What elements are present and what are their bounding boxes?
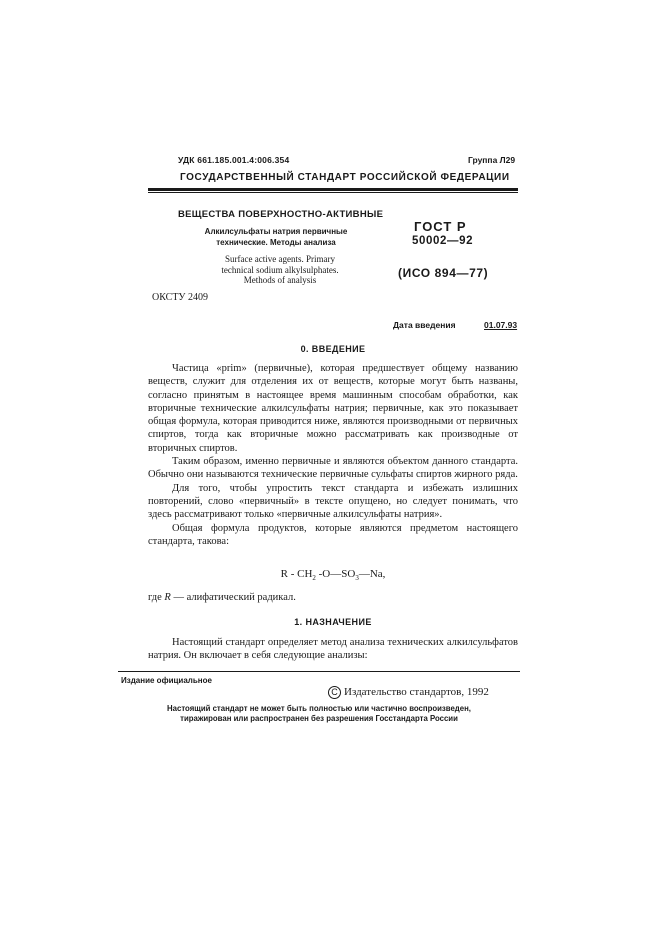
- copyright-line: [328, 686, 489, 699]
- header-rule-thin: [148, 192, 518, 193]
- iso-reference: (ИСО 894—77): [398, 266, 489, 280]
- title-en-line-2: technical sodium alkylsulphates.: [221, 264, 339, 275]
- intro-date-value: 01.07.93: [484, 320, 518, 330]
- title-en-line-3: Methods of analysis: [243, 275, 317, 285]
- paragraph: Таким образом, именно первичные и являются объектом данного стандарта. Обычно они называются технические первичные сульфаты спиртов жирного ряда.: [148, 456, 518, 481]
- paragraph: Общая формула продуктов, которые являются предметом настоящего стандарта, такова:: [148, 522, 518, 547]
- title-en-line-1: Surface active agents. Primary: [225, 254, 335, 264]
- standard-subtitle-ru: [196, 227, 356, 248]
- standard-title-en: [190, 254, 370, 286]
- reproduction-notice: [118, 704, 520, 724]
- formula-part: -O—SO: [315, 568, 356, 580]
- paragraph: Настоящий стандарт определяет метод анализа технических алкилсульфатов натрия. Он включает в себя следующие анализы:: [148, 637, 518, 662]
- subtitle-ru-line-2: технические. Методы анализа: [216, 237, 336, 247]
- section-0-heading: 0. ВВЕДЕНИЕ: [300, 344, 366, 354]
- formula-part: R - CH: [280, 568, 313, 580]
- gost-number: 50002—92: [412, 235, 474, 247]
- notice-line-2: тиражирован или распространен без разрешения Госстандарта России: [180, 714, 458, 723]
- section-1-heading: 1. НАЗНАЧЕНИЕ: [294, 617, 372, 627]
- official-edition-label: Издание официальное: [121, 676, 212, 685]
- formula-subscript: 2: [312, 574, 316, 583]
- header-rule-thick: [148, 188, 518, 191]
- notice-line-1: Настоящий стандарт не может быть полностью или частично воспроизведен,: [167, 704, 471, 713]
- state-standard-heading: ГОСУДАРСТВЕННЫЙ СТАНДАРТ РОССИЙСКОЙ ФЕДЕРАЦИИ: [180, 172, 510, 183]
- footer-rule: [118, 671, 520, 672]
- copyright-icon: C: [328, 686, 341, 699]
- group-code: Группа Л29: [468, 155, 516, 165]
- subtitle-ru-line-1: Алкилсульфаты натрия первичные: [204, 227, 348, 236]
- copyright-text: Издательство стандартов, 1992: [344, 686, 489, 698]
- section-1-body: [148, 636, 518, 663]
- standard-title-ru: ВЕЩЕСТВА ПОВЕРХНОСТНО-АКТИВНЫЕ: [178, 209, 384, 220]
- legend-symbol: R: [164, 592, 171, 603]
- udk-code: УДК 661.185.001.4:006.354: [178, 155, 290, 165]
- formula-subscript: 3: [355, 574, 359, 583]
- paragraph: Для того, чтобы упростить текст стандарта и избежать излишних повторений, слово «первичный» в тексте опущено, но следует понимать, что здесь рассматривают только «первичные алкилсульфаты натрия».: [148, 482, 518, 521]
- gost-label: ГОСТ Р: [414, 219, 467, 234]
- section-0-body: [148, 362, 518, 548]
- paragraph: Частица «prim» (первичные), которая предшествует общему названию веществ, служит для отделения их от веществ, которые могут быть названы, согласно принятым в настоящее время машинным способам обработки, как вторичные технические алкилсульфаты натрия; первичные, как это показывает общая формула, которая приводится ниже, являются производными от первичных спиртов, тогда как вторичные можно рассматривать как производные от вторичных спиртов.: [148, 363, 518, 454]
- legend-prefix: где: [148, 592, 165, 603]
- intro-date-label: Дата введения: [393, 320, 456, 330]
- legend-text: — алифатический радикал.: [170, 592, 296, 603]
- okstu-code: ОКСТУ 2409: [152, 292, 209, 303]
- general-formula: [148, 568, 518, 582]
- formula-part: —Na,: [358, 568, 386, 580]
- formula-legend: [148, 592, 296, 603]
